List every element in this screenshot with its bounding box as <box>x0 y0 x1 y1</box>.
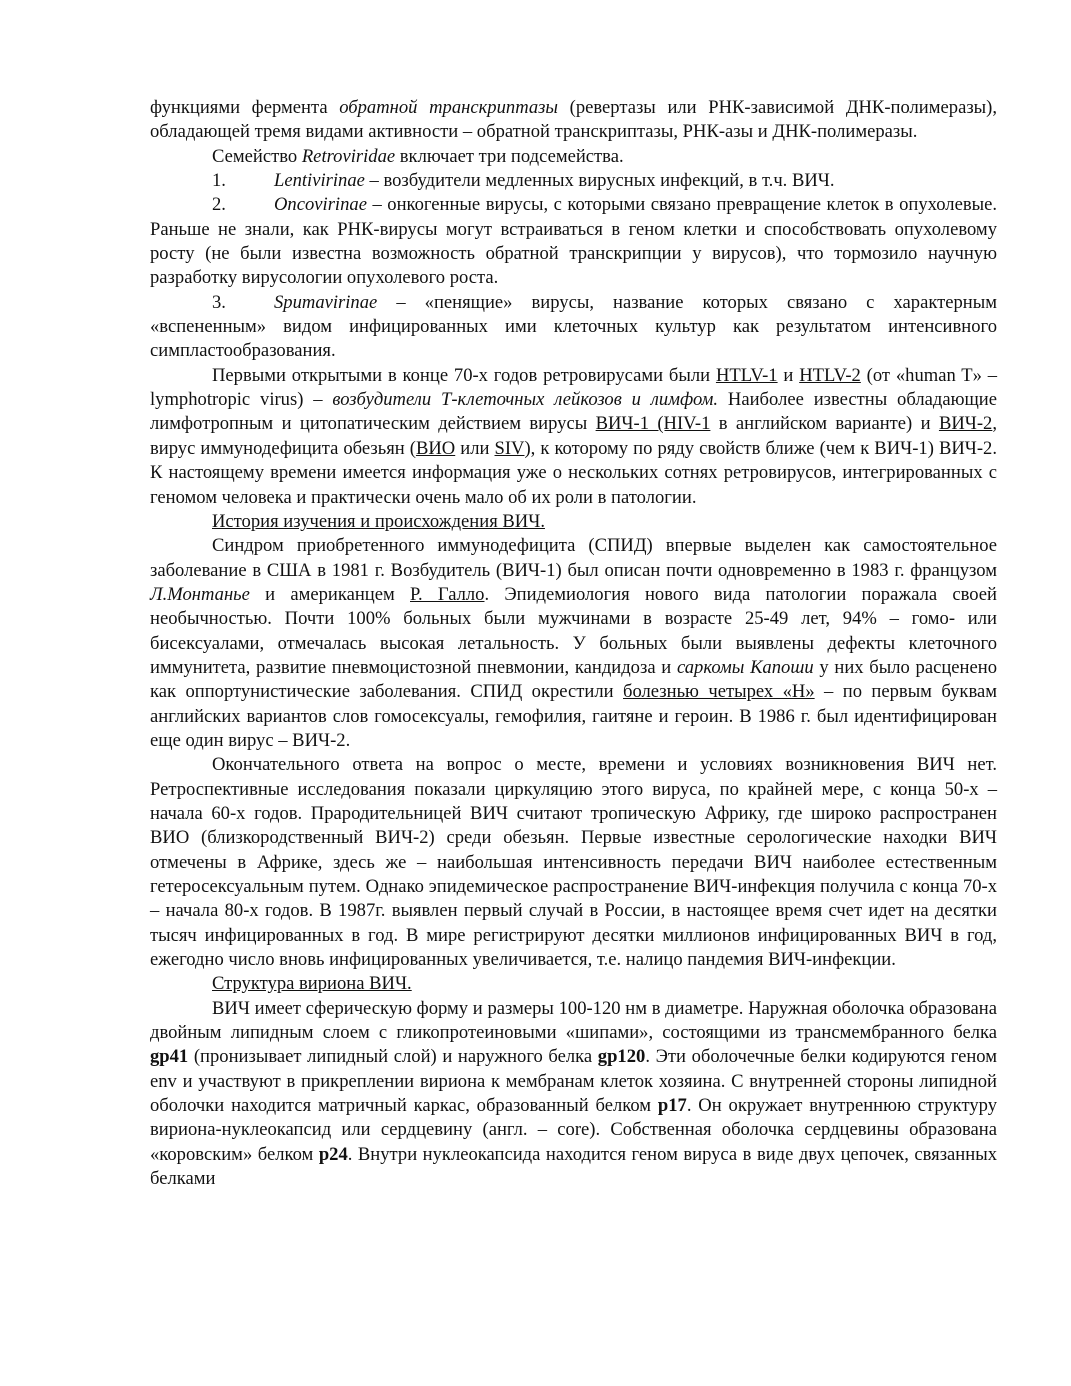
term-oncovirinae: Oncovirinae <box>274 194 367 216</box>
list-number: 3. <box>212 291 226 313</box>
paragraph-family-retroviridae: Семейство Retroviridae включает три подсемейства. <box>212 145 624 167</box>
paragraph-reverse-transcriptase: функциями фермента обратной транскриптазы (ревертазы или РНК-зависимой ДНК-полимеразы), обладающей тремя видами активности – обратной транскриптазы, РНК-азы и ДНК-полимеразы. <box>150 97 997 143</box>
term-hiv-1: ВИЧ-1 (HIV-1 <box>595 413 711 435</box>
term-vio: ВИО <box>415 437 456 459</box>
list-item-lentivirinae: 1. Lentivirinae – возбудители медленных вирусных инфекций, в т.ч. ВИЧ. <box>150 169 997 193</box>
section-heading-history: История изучения и происхождения ВИЧ. <box>212 510 545 532</box>
term-hiv-2: ВИЧ-2 <box>938 413 993 435</box>
paragraph-aids-history: Синдром приобретенного иммунодефицита (СПИД) впервые выделен как самостоятельное заболевание в США в 1981 г. Возбудитель (ВИЧ-1) был описан почти одновременно в 1983 г. французом Л.Монтанье и американцем Р. Галло. Эпидемиология нового вида патологии поражала своей необычностью. Почти 100% больных были мужчинами в возрасте 25-49 лет, 94% – гомо- или бисексуалами, отмечалась высокая летальность. У больных были выявлены дефекты клеточного иммунитета, развитие пневмоцистозной пневмонии, кандидоза и саркомы Капоши у них было расценено как оппортунистические заболевания. СПИД окрестили болезнью четырех «Н» – по первым буквам английских вариантов слов гомосексуалы, гемофилия, гаитяне и героин. В 1986 г. был идентифицирован еще один вирус – ВИЧ-2. <box>150 535 998 751</box>
term-retroviridae: Retroviridae <box>301 145 396 167</box>
term-gp120: gp120 <box>597 1046 646 1068</box>
term-p17: p17 <box>657 1095 687 1117</box>
list-item-spumavirinae: 3. Spumavirinae – «пенящие» вирусы, название которых связано с характерным «вспененным» видом инфицированных ими клеточных культур как результатом интенсивного симпластообразования. <box>150 291 997 362</box>
list-item-oncovirinae: 2. Oncovirinae – онкогенные вирусы, с которыми связано превращение клеток в опухолевые. Раньше не знали, как РНК-вирусы могут встраиваться в геном клетки и способствовать опухолевому росту (не были известна возможность обратной транскрипции у вирусов), что тормозило научную разработку вирусологии опухолевого роста. <box>150 194 997 289</box>
term-t-cell-leukemia: возбудители Т-клеточных лейкозов и лимфом. <box>332 389 719 411</box>
term-gp41: gp41 <box>150 1046 189 1068</box>
section-heading-structure: Структура вириона ВИЧ. <box>212 973 412 995</box>
term-kaposi-sarcoma: саркомы Капоши <box>676 656 814 678</box>
term-htlv-2: HTLV-2 <box>799 364 861 386</box>
term-siv: SIV <box>494 437 525 459</box>
paragraph-virion-structure: ВИЧ имеет сферическую форму и размеры 100-120 нм в диаметре. Наружная оболочка образована двойным липидным слоем с гликопротеиновыми «шипами», состоящими из трансмембранного белка gp41 (пронизывает липидный слой) и наружного белка gp120. Эти оболочечные белки кодируются геном env и участвуют в прикреплении вириона к мембранам клеток хозяина. С внутренней стороны липидной оболочки находится матричный каркас, образованный белком p17. Он окружает внутреннюю структуру вириона-нуклеокапсид или сердцевину (англ. – core). Собственная оболочка сердцевины образована «коровским» белком p24. Внутри нуклеокапсида находится геном вируса в виде двух цепочек, связанных белками <box>150 997 997 1190</box>
paragraph-first-retroviruses: Первыми открытыми в конце 70-х годов ретровирусами были HTLV-1 и HTLV-2 (от «human T» – lymphotropic virus) – возбудители Т-клеточных лейкозов и лимфом. Наиболее известны обладающие лимфотропным и цитопатическим действием вирусы ВИЧ-1 (HIV-1 в английском варианте) и ВИЧ-2, вирус иммунодефицита обезьян (ВИО или SIV), к которому по ряду свойств ближе (чем к ВИЧ-1) ВИЧ-2. К настоящему времени имеется информация уже о нескольких сотнях ретровирусов, интегрированных с геномом человека и практически очень мало об их роли в патологии. <box>150 364 998 508</box>
list-number: 1. <box>212 170 226 192</box>
term-four-h-disease: болезнью четырех «Н» <box>623 681 815 703</box>
list-number: 2. <box>212 194 226 216</box>
term-lentivirinae: Lentivirinae <box>274 170 365 192</box>
term-p24: p24 <box>318 1143 348 1165</box>
term-spumavirinae: Spumavirinae <box>274 291 378 313</box>
term-reverse-transcriptase: обратной транскриптазы <box>339 97 558 118</box>
document-page <box>150 96 997 1191</box>
term-montagnier: Л.Монтанье <box>150 583 250 605</box>
term-htlv-1: HTLV-1 <box>715 364 778 386</box>
term-gallo: Р. Галло <box>410 583 485 605</box>
paragraph-hiv-origin: Окончательного ответа на вопрос о месте, времени и условиях возникновения ВИЧ нет. Ретроспективные исследования показали циркуляцию этого вируса, по крайней мере, с конца 50-х – начала 60-х годов. Прародительницей ВИЧ считают тропическую Африку, где широко распространен ВИО (близкородственный ВИЧ-2) среди обезьян. Первые известные серологические находки ВИЧ отмечены в Африке, здесь же – наибольшая интенсивность передачи ВИЧ наиболее естественным гетеросексуальным путем. Однако эпидемическое распространение ВИЧ-инфекция получила с конца 70-х – начала 80-х годов. В 1987г. выявлен первый случай в России, в настоящее время счет идет на десятки тысяч инфицированных в год. В мире регистрируют десятки миллионов инфицированных ВИЧ в год, ежегодно число вновь инфицированных увеличивается, т.е. налицо пандемия ВИЧ-инфекции. <box>150 754 997 971</box>
